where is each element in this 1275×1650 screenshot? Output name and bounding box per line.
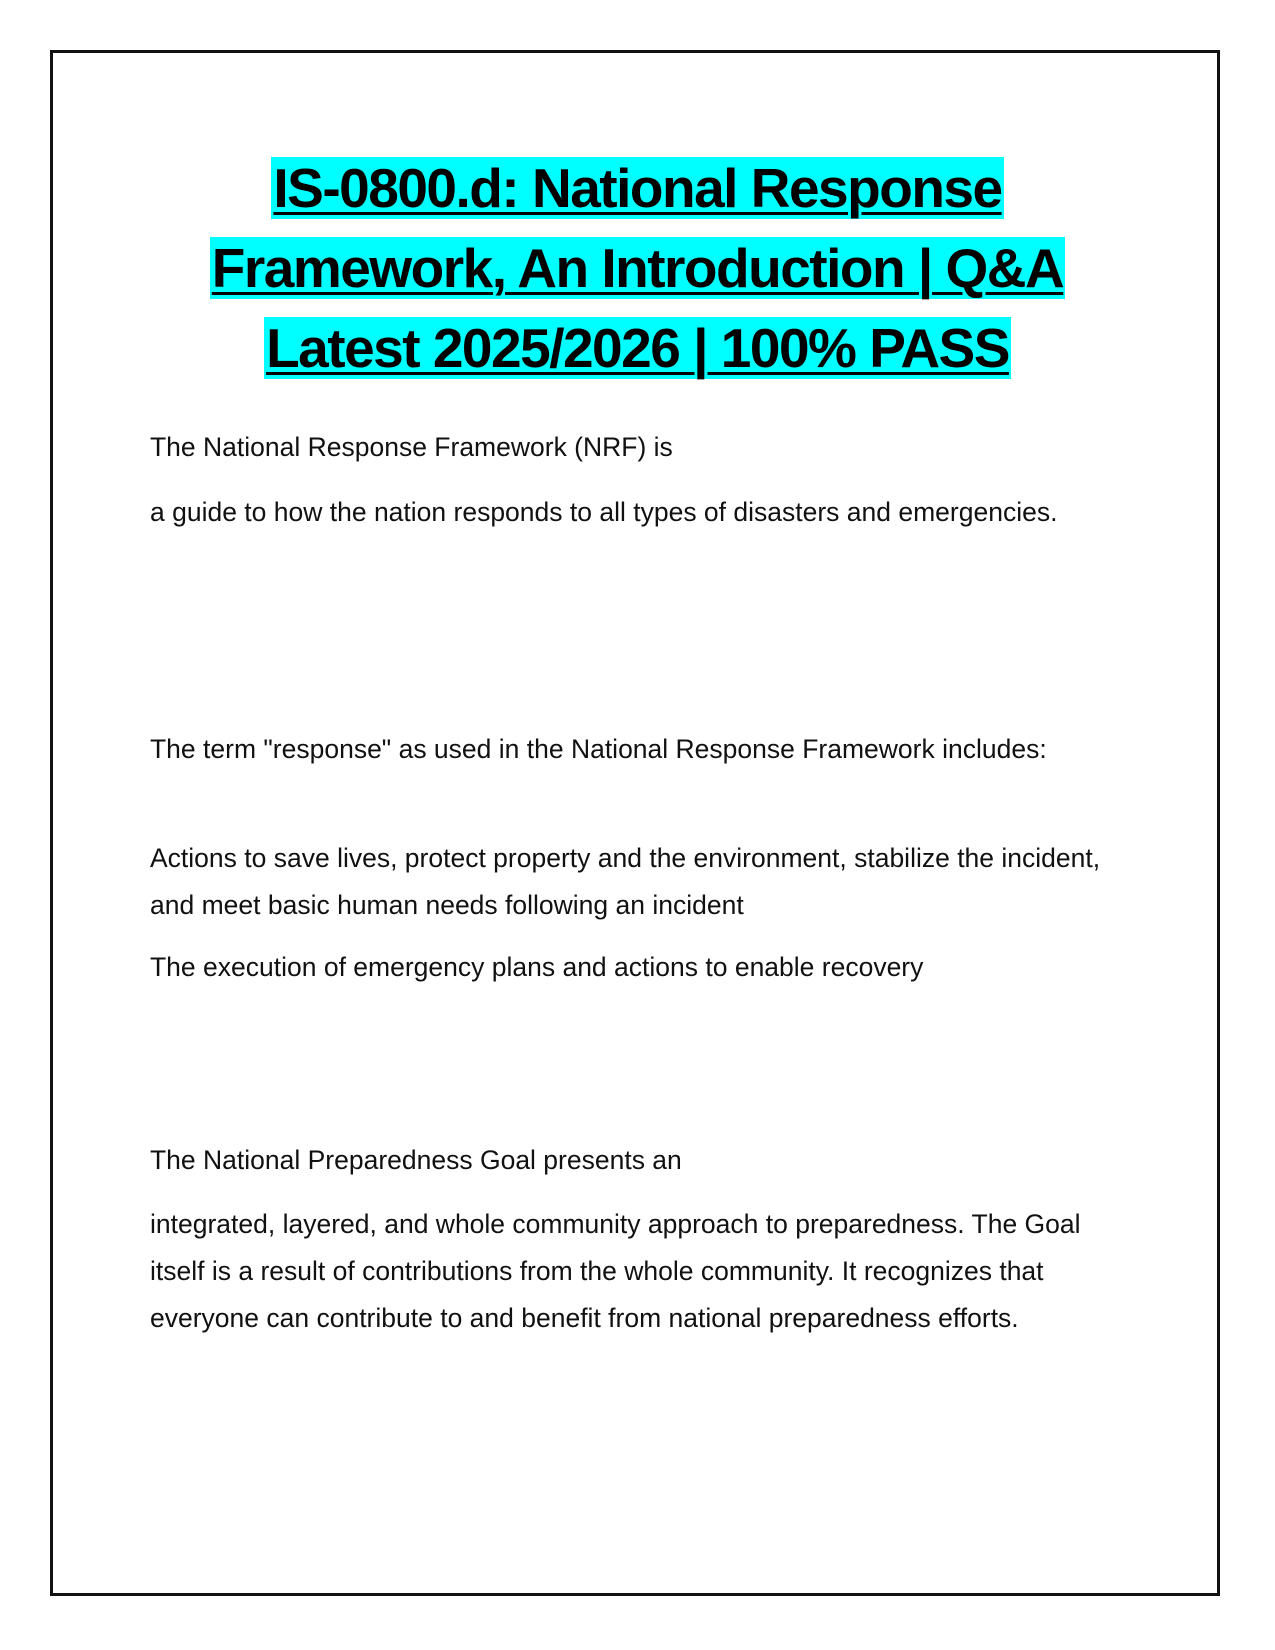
question-2: The term "response" as used in the National Response Framework includes: <box>150 734 1047 764</box>
document-title <box>100 148 1175 388</box>
question-3: The National Preparedness Goal presents an <box>150 1145 682 1175</box>
title-line-1: IS-0800.d: National Response <box>273 157 1002 219</box>
answer-2b: The execution of emergency plans and actions to enable recovery <box>150 952 924 982</box>
title-line-2: Framework, An Introduction | Q&A <box>211 237 1064 299</box>
title-line-3: Latest 2025/2026 | 100% PASS <box>266 317 1009 379</box>
answer-3: integrated, layered, and whole community approach to preparedness. The Goal itself is a result of contributions from the whole community. It recognizes that everyone can contribute to and benefit from national preparedness efforts. <box>150 1209 1081 1333</box>
question-1: The National Response Framework (NRF) is <box>150 432 673 462</box>
answer-2a: Actions to save lives, protect property and the environment, stabilize the incident, and meet basic human needs following an incident <box>150 843 1101 920</box>
answer-1: a guide to how the nation responds to all types of disasters and emergencies. <box>150 497 1058 527</box>
